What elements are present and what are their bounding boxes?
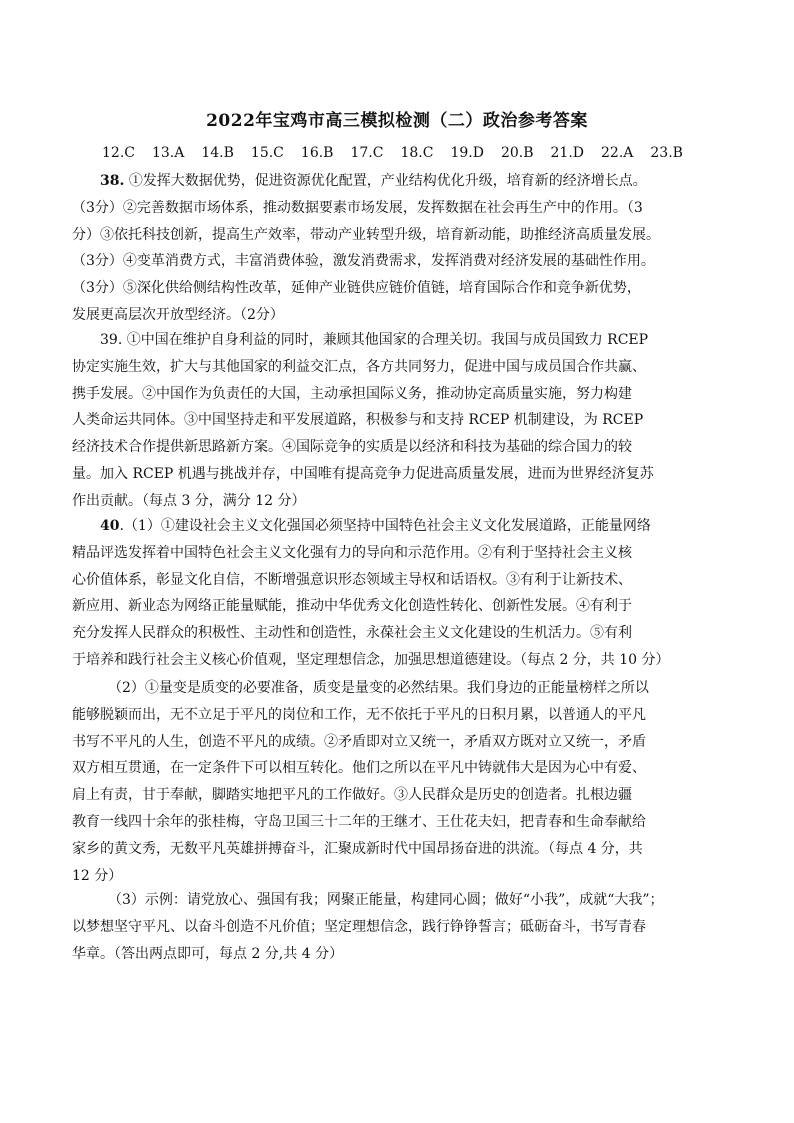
q40-line: 华章。（答出两点即可，每点 2 分,共 4 分） [72, 945, 344, 962]
mc-answer: 22.A [601, 145, 634, 161]
mc-answer: 19.D [450, 145, 484, 161]
mc-answer: 17.C [350, 145, 384, 161]
q40-line: 书写不平凡的人生，创造不平凡的成绩。②矛盾即对立又统一，矛盾双方既对立又统一，矛盾 [72, 733, 646, 750]
q40-line: 新应用、新业态为网络正能量赋能，推动中华优秀文化创造性转化、创新性发展。④有利于 [72, 598, 632, 615]
q40-line: 教育一线四十余年的张桂梅，守岛卫国三十二年的王继才、王仕花夫妇，把青春和生命奉献给 [72, 813, 646, 830]
question-40-part-2 [72, 675, 728, 889]
question-38-answer [72, 168, 728, 329]
mc-answer: 12.C [102, 145, 135, 161]
q40-line: 能够脱颖而出，无不立足于平凡的岗位和工作，无不依托于平凡的日积月累，以普通人的平凡 [72, 706, 646, 723]
question-40-part-1 [72, 513, 728, 674]
q40-number: 40 [100, 518, 120, 534]
mc-answer: 16.B [300, 145, 334, 161]
q38-line: 38. ①发挥大数据优势，促进资源优化配置，产业结构优化升级，培育新的经济增长点。 [100, 173, 647, 189]
q39-line: 量。加入 RCEP 机遇与挑战并存，中国唯有提高竞争力促进高质量发展，进而为世界经济复苏 [72, 465, 654, 482]
q40-line: 心价值体系，彰显文化自信，不断增强意识形态领域主导权和话语权。③有利于让新技术、 [72, 571, 632, 588]
page-title: 2022年宝鸡市高三模拟检测（二）政治参考答案 [206, 111, 588, 131]
q39-line: 人类命运共同体。③中国坚持走和平发展道路，积极参与和支持 RCEP 机制建设，为 RCEP [72, 412, 644, 429]
q38-line: （3分）⑤深化供给侧结构性改革，延伸产业链供应链价值链，培育国际合作和竞争新优势， [72, 280, 641, 297]
q38-number: 38. [100, 173, 125, 189]
q39-line: 经济技术合作提供新思路新方案。④国际竞争的实质是以经济和科技为基础的综合国力的较 [72, 439, 632, 456]
q40-line: （2）①量变是质变的必要准备，质变是量变的必然结果。我们身边的正能量榜样之所以 [108, 680, 649, 696]
multiple-choice-answers [102, 145, 700, 161]
mc-answer: 15.C [250, 145, 284, 161]
q39-line: 协定实施生效，扩大与其他国家的利益交汇点，各方共同努力，促进中国与成员国合作共赢、 [72, 358, 646, 375]
q40-line: 精品评选发挥着中国特色社会主义文化强有力的导向和示范作用。②有利于坚持社会主义核 [72, 544, 632, 561]
q39-line: 携手发展。②中国作为负责任的大国，主动承担国际义务，推动协定高质量实施，努力构建 [72, 385, 632, 402]
q39-line: 作出贡献。（每点 3 分，满分 12 分） [72, 492, 306, 509]
mc-answer: 14.B [201, 145, 234, 161]
question-39-answer [72, 327, 728, 515]
q40-line: 12 分） [72, 867, 123, 884]
q40-line: 于培养和践行社会主义核心价值观，坚定理想信念，加强思想道德建设。（每点 2 分，共 10 分） [72, 651, 670, 668]
q38-line: 分）③依托科技创新，提高生产效率，带动产业转型升级，培育新动能，助推经济高质量发展。 [72, 226, 660, 243]
q40-line: 肩上有责，甘于奉献，脚踏实地把平凡的工作做好。③人民群众是历史的创造者。扎根边疆 [72, 787, 632, 804]
mc-answer: 20.B [500, 145, 534, 161]
q38-line: （3分）②完善数据市场体系，推动数据要素市场发展，发挥数据在社会再生产中的作用。（3 [72, 199, 643, 216]
mc-answer: 18.C [400, 145, 434, 161]
q38-line: 发展更高层次开放型经济。（2分） [72, 306, 284, 323]
q40-line: （3）示例：请党放心、强国有我；网聚正能量，构建同心圆；做好“小我”，成就“大我”； [108, 892, 664, 908]
q40-line: 家乡的黄文秀，无数平凡英雄拼搏奋斗，汇聚成新时代中国昂扬奋进的洪流。（每点 4 分，共 [72, 840, 643, 857]
mc-answer: 13.A [151, 145, 185, 161]
q40-line: 双方相互贯通，在一定条件下可以相互转化。他们之所以在平凡中铸就伟大是因为心中有爱、 [72, 760, 646, 777]
q40-line: 以梦想坚守平凡、以奋斗创造不凡价值；坚定理想信念，践行铮铮誓言；砥砺奋斗，书写青春 [72, 918, 646, 935]
q39-line: 39. ①中国在维护自身利益的同时，兼顾其他国家的合理关切。我国与成员国致力 RCEP [100, 332, 649, 348]
q38-line: （3分）④变革消费方式，丰富消费体验，激发消费需求，发挥消费对经济发展的基础性作用。 [72, 253, 655, 270]
mc-answer: 23.B [650, 145, 683, 161]
q40-line: 40.（1）①建设社会主义文化强国必须坚持中国特色社会主义文化发展道路，正能量网络 [100, 518, 651, 534]
q40-line: 充分发挥人民群众的积极性、主动性和创造性，永葆社会主义文化建设的生机活力。⑤有利 [72, 625, 632, 642]
question-40-part-3 [72, 887, 728, 967]
mc-answer: 21.D [550, 145, 584, 161]
